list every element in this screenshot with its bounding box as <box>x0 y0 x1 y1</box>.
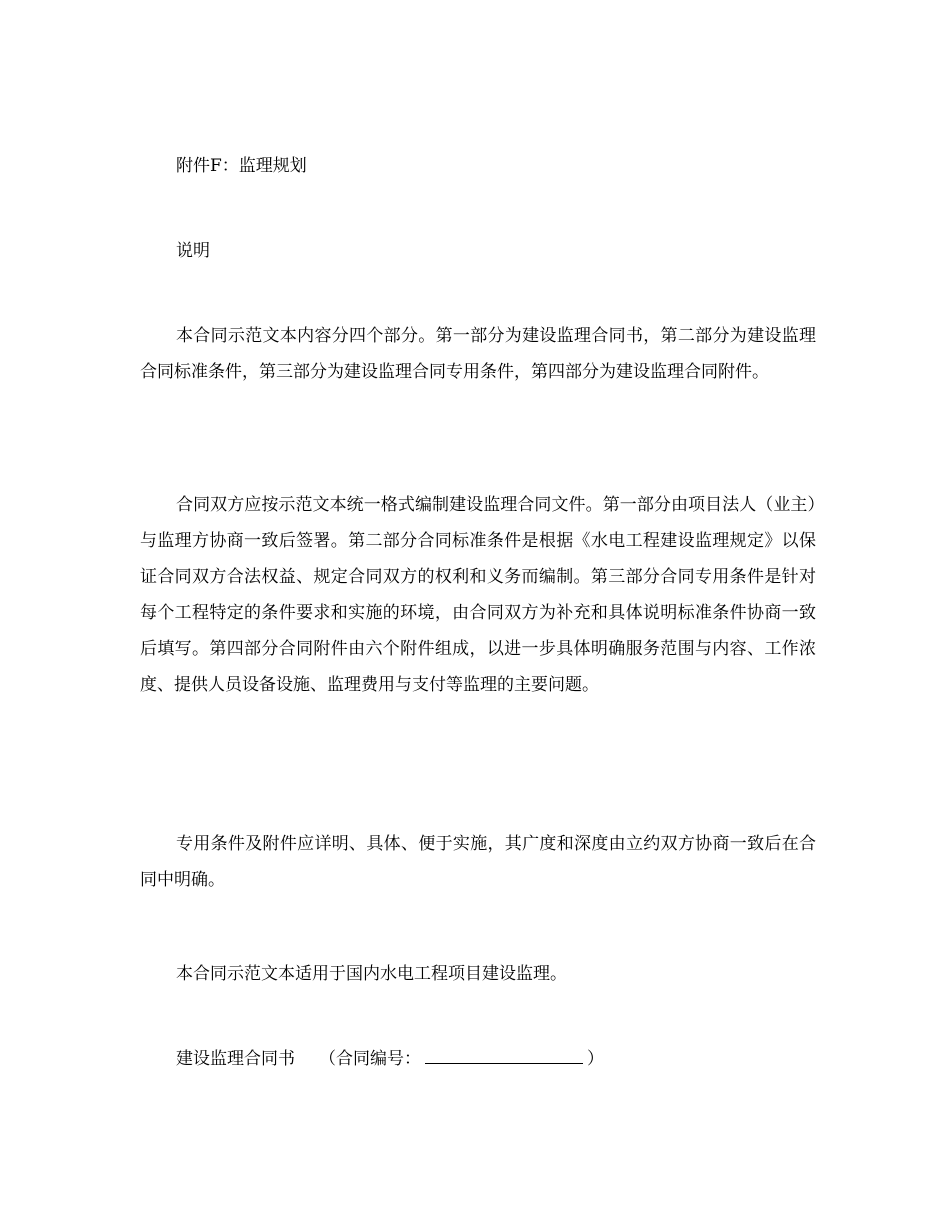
paragraph-special-conditions: 专用条件及附件应详明、具体、便于实施，其广度和深度由立约双方协商一致后在合同中明确。 <box>140 834 816 890</box>
note-heading: 说明 <box>176 241 210 261</box>
contract-number-label: （合同编号： <box>319 1049 421 1069</box>
paragraph-structure: 本合同示范文本内容分四个部分。第一部分为建设监理合同书，第二部分为建设监理合同标准条件，第三部分为建设监理合同专用条件，第四部分为建设监理合同附件。 <box>140 326 816 382</box>
attachment-title: 附件F：监理规划 <box>176 156 307 176</box>
paragraph-applicability: 本合同示范文本适用于国内水电工程项目建设监理。 <box>176 964 567 984</box>
contract-number-blank <box>425 1045 583 1064</box>
contract-book-title: 建设监理合同书 <box>176 1049 295 1069</box>
contract-number-close: ） <box>587 1049 604 1069</box>
paragraph-format: 合同双方应按示范文本统一格式编制建设监理合同文件。第一部分由项目法人（业主）与监理方协商一致后签署。第二部分合同标准条件是根据《水电工程建设监理规定》以保证合同双方合法权益、规定合同双方的权利和义务而编制。第三部分合同专用条件是针对每个工程特定的条件要求和实施的环境，由合同双方为补充和具体说明标准条件协商一致后填写。第四部分合同附件由六个附件组成，以进一步具体明确服务范围与内容、工作浓度、提供人员设备设施、监理费用与支付等监理的主要问题。 <box>140 495 816 695</box>
contract-book-line <box>140 1041 852 1077</box>
